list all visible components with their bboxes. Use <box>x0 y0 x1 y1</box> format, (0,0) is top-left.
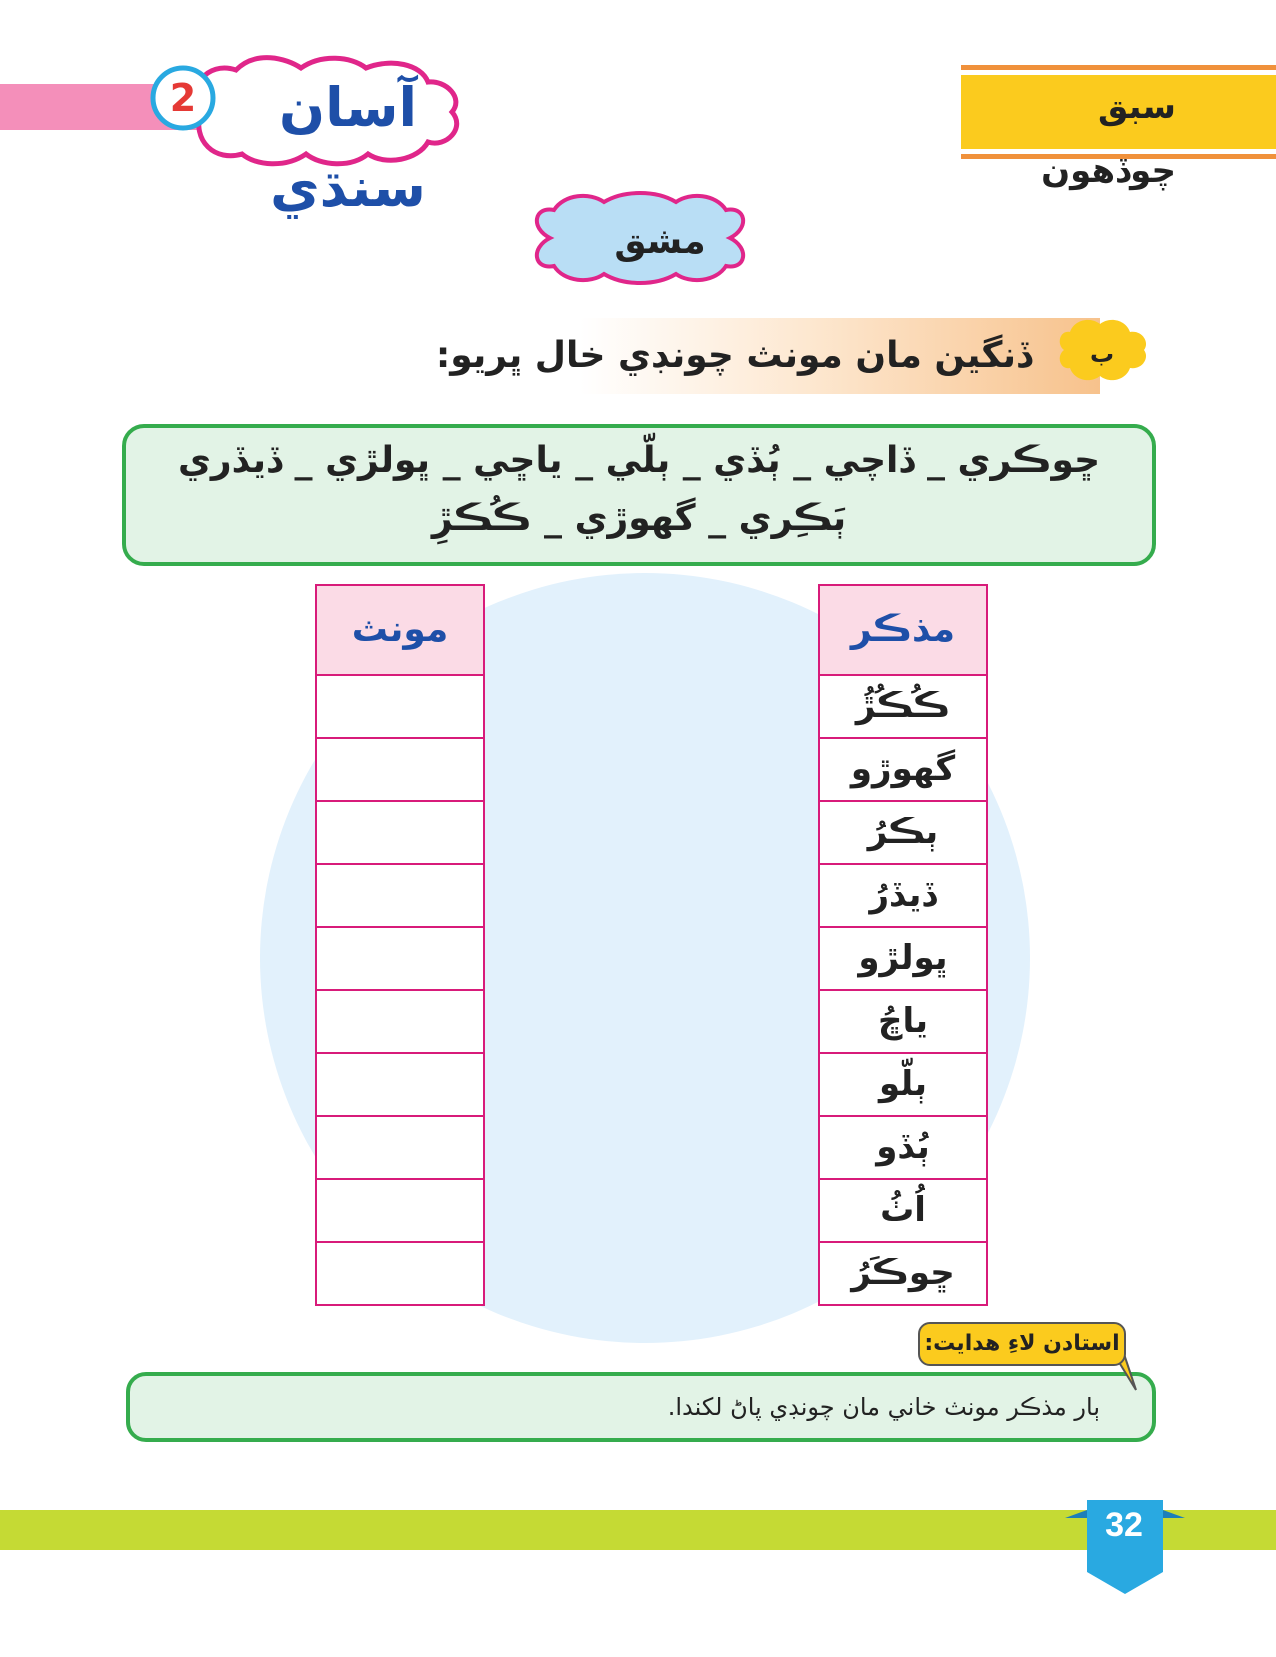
masculine-word: ٻڪرُ <box>820 802 986 865</box>
series-logo-text: آسان سنڌي <box>270 76 426 219</box>
feminine-header: مونث <box>317 586 483 676</box>
feminine-answer-cell[interactable] <box>317 1117 483 1180</box>
exercise-label: مشق <box>614 221 706 262</box>
teacher-note-box <box>126 1372 1156 1442</box>
masculine-word: ڇوڪَرُ <box>851 1253 955 1293</box>
masculine-word: ياڇُ <box>820 991 986 1054</box>
lesson-title-fill <box>961 75 1276 191</box>
teacher-note-label: استادن لاءِ هدايت: <box>918 1322 1126 1366</box>
masculine-word: ڪُڪُڙُ <box>820 676 986 739</box>
word-bank-line-1: ڇوڪري _ ڏاچي _ ٻُڏي _ ٻلّي _ ياڇي _ ڀولڙي _ ڏيڏري <box>177 440 1101 481</box>
masculine-word: ڀولڙو <box>820 928 986 991</box>
feminine-answer-cell[interactable] <box>317 802 483 865</box>
masculine-word: اُٺُ <box>820 1180 986 1243</box>
feminine-answer-cell[interactable] <box>317 739 483 802</box>
lesson-title-box <box>961 65 1276 191</box>
feminine-answer-cell[interactable] <box>317 991 483 1054</box>
feminine-answer-cell[interactable] <box>317 865 483 928</box>
series-number: 2 <box>169 76 197 120</box>
task-letter: ب <box>1089 340 1115 368</box>
masculine-word: ڏيڏرُ <box>820 865 986 928</box>
page-number: 32 <box>1105 1506 1143 1544</box>
masculine-table <box>818 584 988 1306</box>
feminine-answer-cell[interactable] <box>317 928 483 991</box>
lesson-title: سبق چوڏهون <box>1041 87 1176 191</box>
feminine-answer-cell[interactable] <box>317 1054 483 1117</box>
feminine-table <box>315 584 485 1306</box>
task-instruction: ڏنگين مان مونث چونڊي خال ڀريو: <box>435 335 1032 376</box>
masculine-word: ٻُڏو <box>820 1117 986 1180</box>
feminine-answer-cell[interactable] <box>317 676 483 739</box>
feminine-answer-cell[interactable] <box>317 1180 483 1243</box>
masculine-word: گهوڙو <box>820 739 986 802</box>
feminine-answer-cell[interactable] <box>317 1243 483 1304</box>
word-bank-line-2: ٻَڪِري _ گهوڙي _ ڪُڪڙِ <box>431 498 847 539</box>
masculine-word: ٻلّو <box>820 1054 986 1117</box>
masculine-header: مذڪر <box>820 586 986 676</box>
teacher-note-text: ٻار مذڪر مونث خاني مان چونڊي پاڻ لکندا. <box>667 1393 1100 1421</box>
word-bank-box <box>122 424 1156 566</box>
